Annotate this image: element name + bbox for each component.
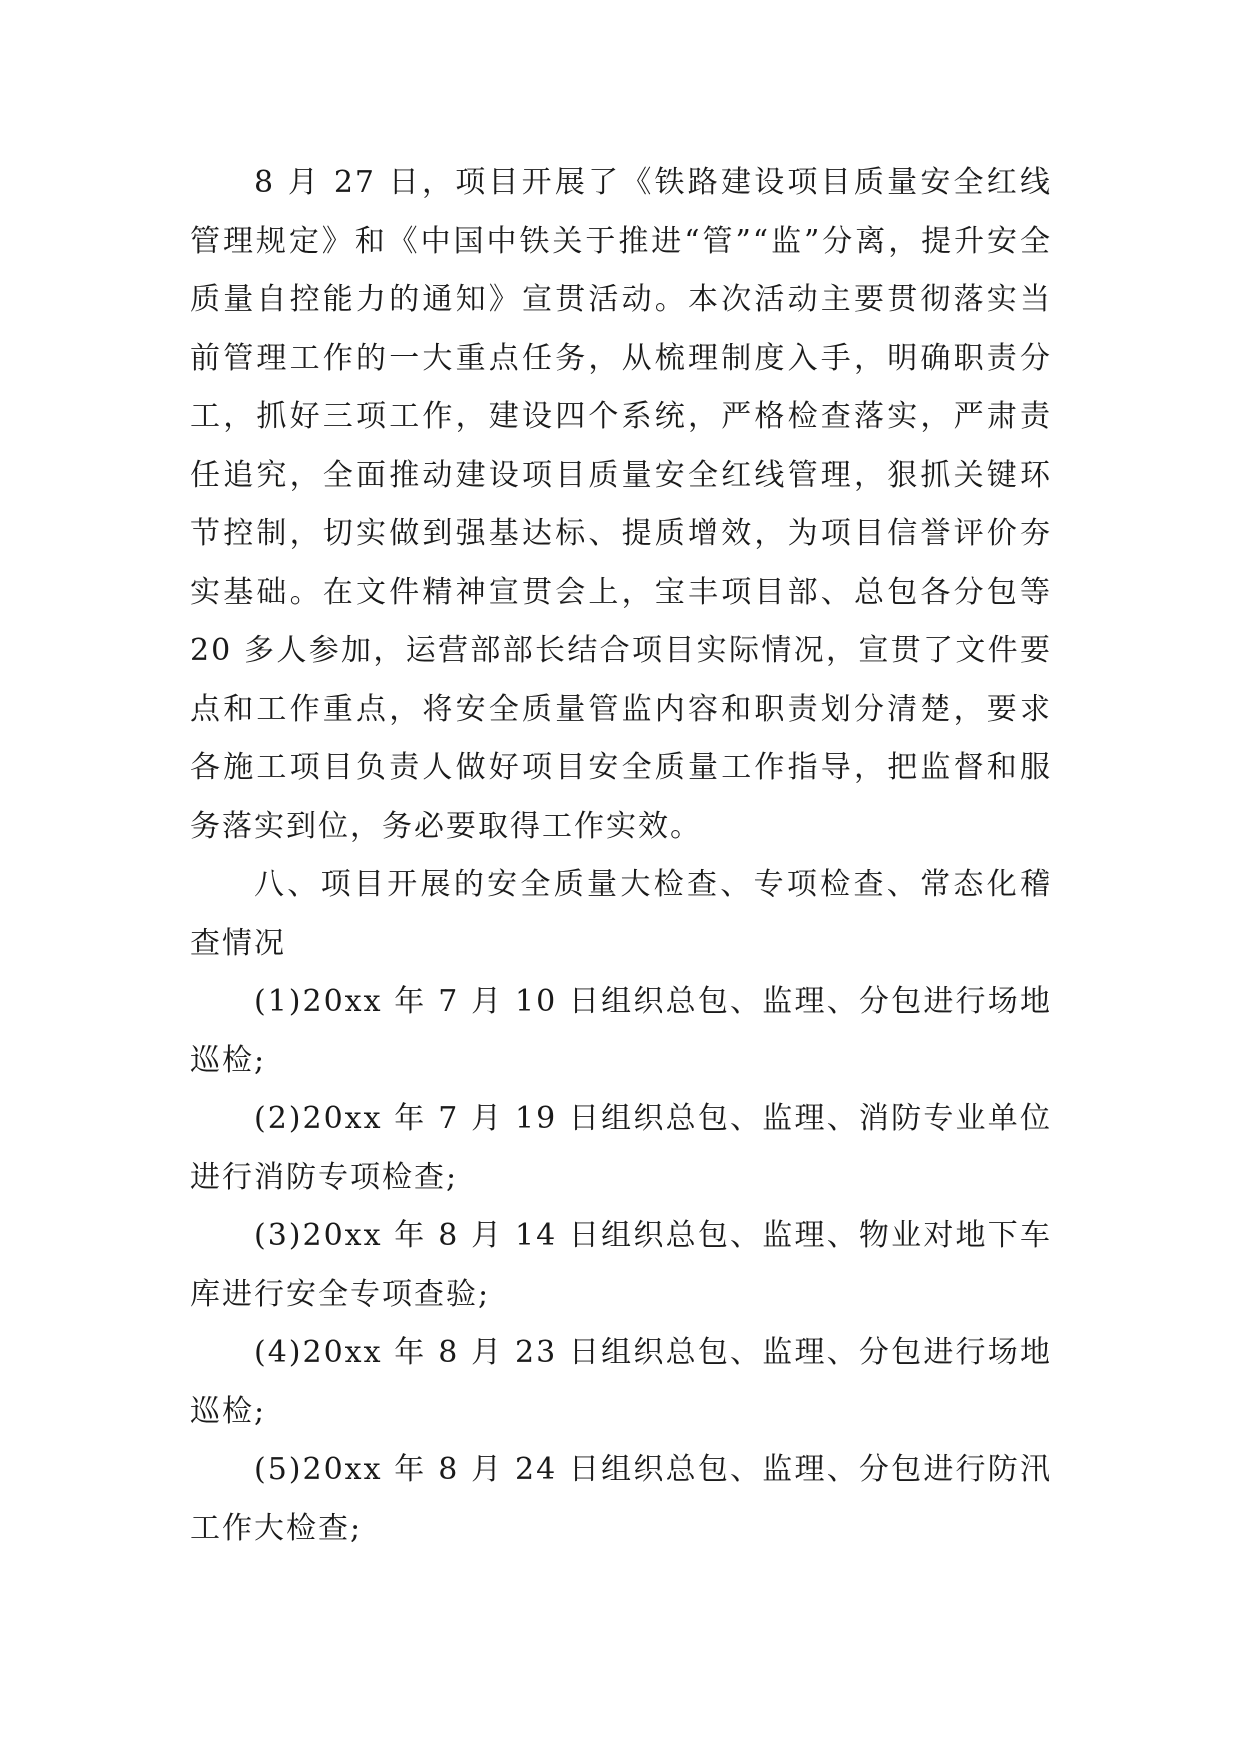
inspection-item-1: (1)20xx 年 7 月 10 日组织总包、监理、分包进行场地巡检; — [190, 984, 1052, 1078]
section-heading-inspections: 八、项目开展的安全质量大检查、专项检查、常态化稽查情况 — [190, 867, 1052, 961]
inspection-item-2: (2)20xx 年 7 月 19 日组织总包、监理、消防专业单位进行消防专项检查; — [190, 1101, 1052, 1195]
document-body — [190, 154, 1052, 1558]
inspection-item-5: (5)20xx 年 8 月 24 日组织总包、监理、分包进行防汛工作大检查; — [190, 1452, 1052, 1546]
inspection-item-4: (4)20xx 年 8 月 23 日组织总包、监理、分包进行场地巡检; — [190, 1335, 1052, 1429]
inspection-item-3: (3)20xx 年 8 月 14 日组织总包、监理、物业对地下车库进行安全专项查验; — [190, 1218, 1052, 1312]
paragraph-activity-report: 8 月 27 日，项目开展了《铁路建设项目质量安全红线管理规定》和《中国中铁关于推进“管”“监”分离，提升安全质量自控能力的通知》宣贯活动。本次活动主要贯彻落实当前管理工作的一大重点任务，从梳理制度入手，明确职责分工，抓好三项工作，建设四个系统，严格检查落实，严肃责任追究，全面推动建设项目质量安全红线管理，狠抓关键环节控制，切实做到强基达标、提质增效，为项目信誉评价夯实基础。在文件精神宣贯会上，宝丰项目部、总包各分包等 20 多人参加，运营部部长结合项目实际情况，宣贯了文件要点和工作重点，将安全质量管监内容和职责划分清楚，要求各施工项目负责人做好项目安全质量工作指导，把监督和服务落实到位，务必要取得工作实效。 — [190, 165, 1052, 844]
